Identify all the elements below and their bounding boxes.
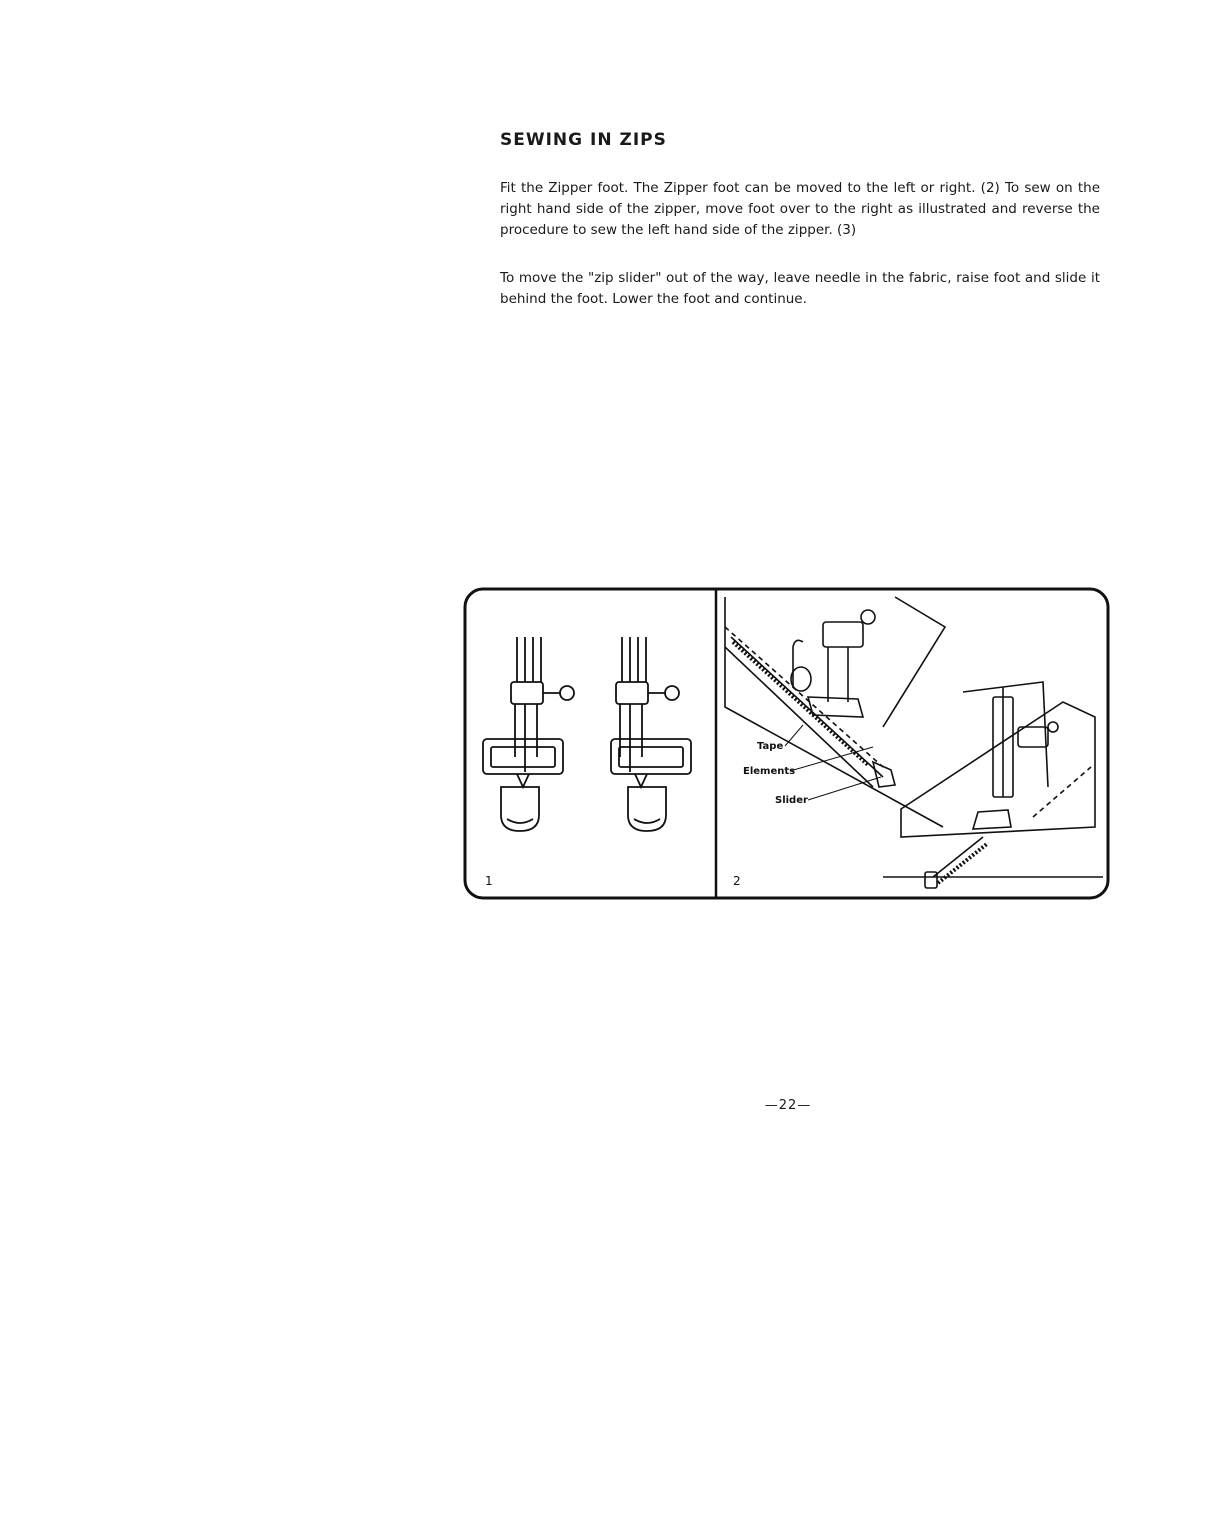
zipper-foot-right-position [611, 637, 691, 831]
callout-elements: Elements [743, 766, 796, 777]
instruction-paragraph-1: Fit the Zipper foot. The Zipper foot can be moved to the left or right. (2) To sew on the right hand side of the zipper, move foot over to the right as illustrated and reverse the procedure to sew the left hand side of the zipper. (3) [500, 180, 1100, 238]
illustration-svg [463, 587, 1110, 900]
zipper-foot-illustration [463, 587, 1110, 900]
instruction-paragraph-2: To move the "zip slider" out of the way, leave needle in the fabric, raise foot and slide it behind the foot. Lower the foot and continue. [500, 270, 1100, 307]
panel-1-number: 1 [485, 874, 493, 888]
zipper-sewing-scene-right [883, 682, 1103, 888]
callout-tape-leader [785, 725, 803, 746]
zipper-sewing-scene-left [725, 597, 945, 827]
callout-tape: Tape [757, 741, 784, 752]
callout-slider: Slider [775, 795, 808, 806]
panel-2-number: 2 [733, 874, 741, 888]
page-title: SEWING IN ZIPS [500, 130, 667, 150]
callout-slider-leader [808, 777, 881, 800]
zipper-foot-left-position [483, 637, 574, 831]
page-number: —22— [764, 1098, 812, 1113]
